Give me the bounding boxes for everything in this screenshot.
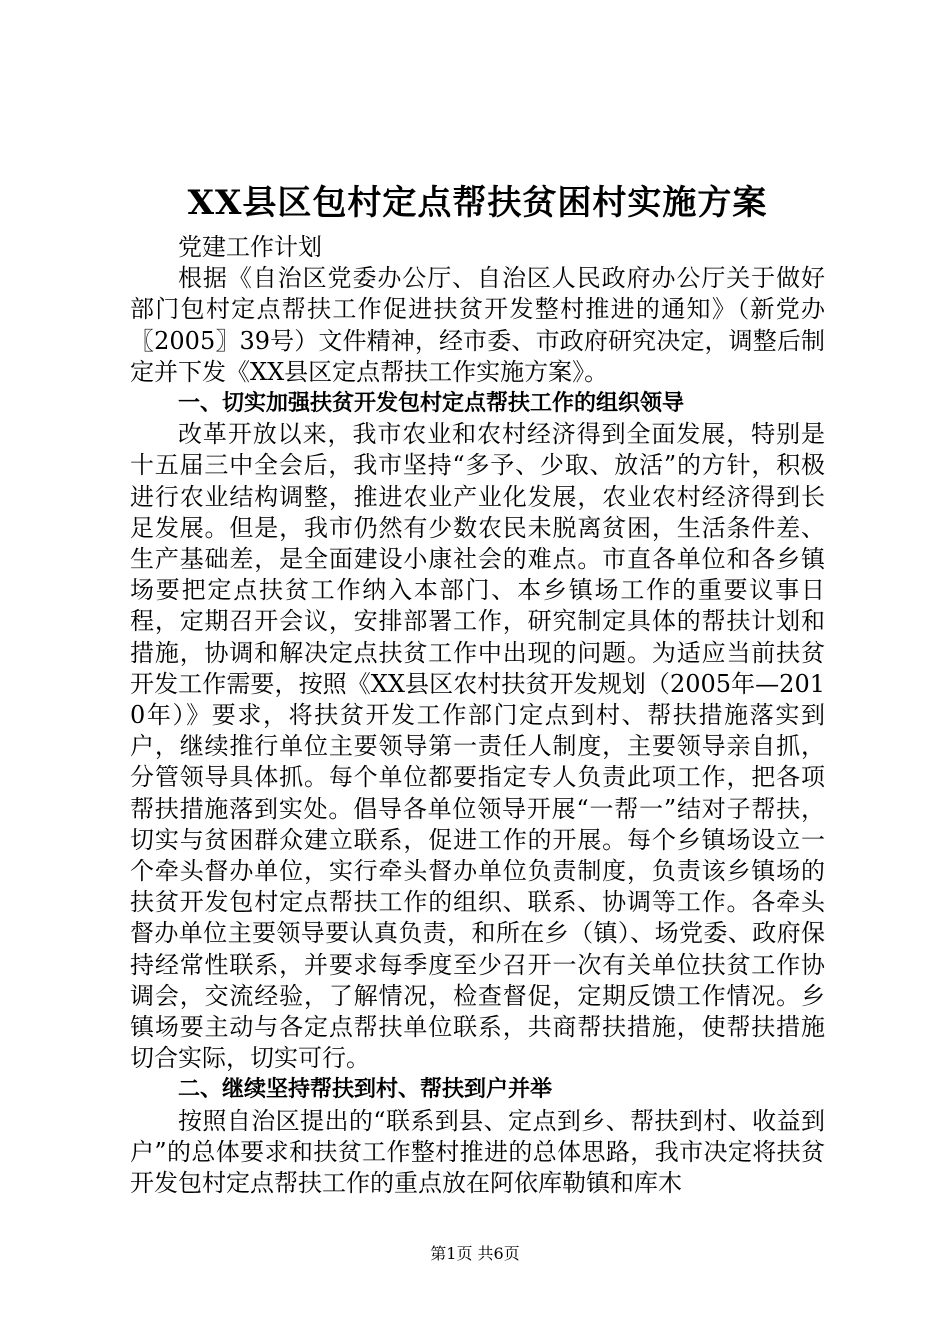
page-footer: 第1页 共6页 — [430, 1244, 520, 1263]
document-title: XX县区包村定点帮扶贫困村实施方案 — [187, 183, 768, 223]
section-2-heading: 二、继续坚持帮扶到村、帮扶到户并举 — [178, 1077, 553, 1103]
document-page — [130, 180, 825, 1199]
section-1-body: 改革开放以来，我市农业和农村经济得到全面发展，特别是十五届三中全会后，我市坚持“多予、少取、放活”的方针，积极进行农业结构调整，推进农业产业化发展，农业农村经济得到长足发展。但是，我市仍然有少数农民未脱离贫困，生活条件差、生产基础差，是全面建设小康社会的难点。市直各单位和各乡镇场要把定点扶贫工作纳入本部门、本乡镇场工作的重要议事日程，定期召开会议，安排部署工作，研究制定具体的帮扶计划和措施，协调和解决定点扶贫工作中出现的问题。为适应当前扶贫开发工作需要，按照《XX县区农村扶贫开发规划（2005年—2010年）》要求，将扶贫开发工作部门定点到村、帮扶措施落实到户，继续推行单位主要领导第一责任人制度，主要领导亲自抓，分管领导具体抓。每个单位都要指定专人负责此项工作，把各项帮扶措施落到实处。倡导各单位领导开展“一帮一”结对子帮扶，切实与贫困群众建立联系，促进工作的开展。每个乡镇场设立一个牵头督办单位，实行牵头督办单位负责制度，负责该乡镇场的扶贫开发包村定点帮扶工作的组织、联系、协调等工作。各牵头督办单位主要领导要认真负责，和所在乡（镇）、场党委、政府保持经常性联系，并要求每季度至少召开一次有关单位扶贫工作协调会，交流经验，了解情况，检查督促，定期反馈工作情况。乡镇场要主动与各定点帮扶单位联系，共商帮扶措施，使帮扶措施切合实际，切实可行。 — [130, 420, 825, 1073]
section-1-heading: 一、切实加强扶贫开发包村定点帮扶工作的组织领导 — [178, 391, 685, 417]
intro-paragraph: 根据《自治区党委办公厅、自治区人民政府办公厅关于做好部门包村定点帮扶工作促进扶贫开发整村推进的通知》（新党办〖2005〗39号）文件精神，经市委、市政府研究决定，调整后制定并下发《XX县区定点帮扶工作实施方案》。 — [130, 264, 825, 386]
section-2-body: 按照自治区提出的“联系到县、定点到乡、帮扶到村、收益到户”的总体要求和扶贫工作整村推进的总体思路，我市决定将扶贫开发包村定点帮扶工作的重点放在阿依库勒镇和库木 — [130, 1106, 825, 1198]
document-subtitle: 党建工作计划 — [178, 233, 322, 261]
